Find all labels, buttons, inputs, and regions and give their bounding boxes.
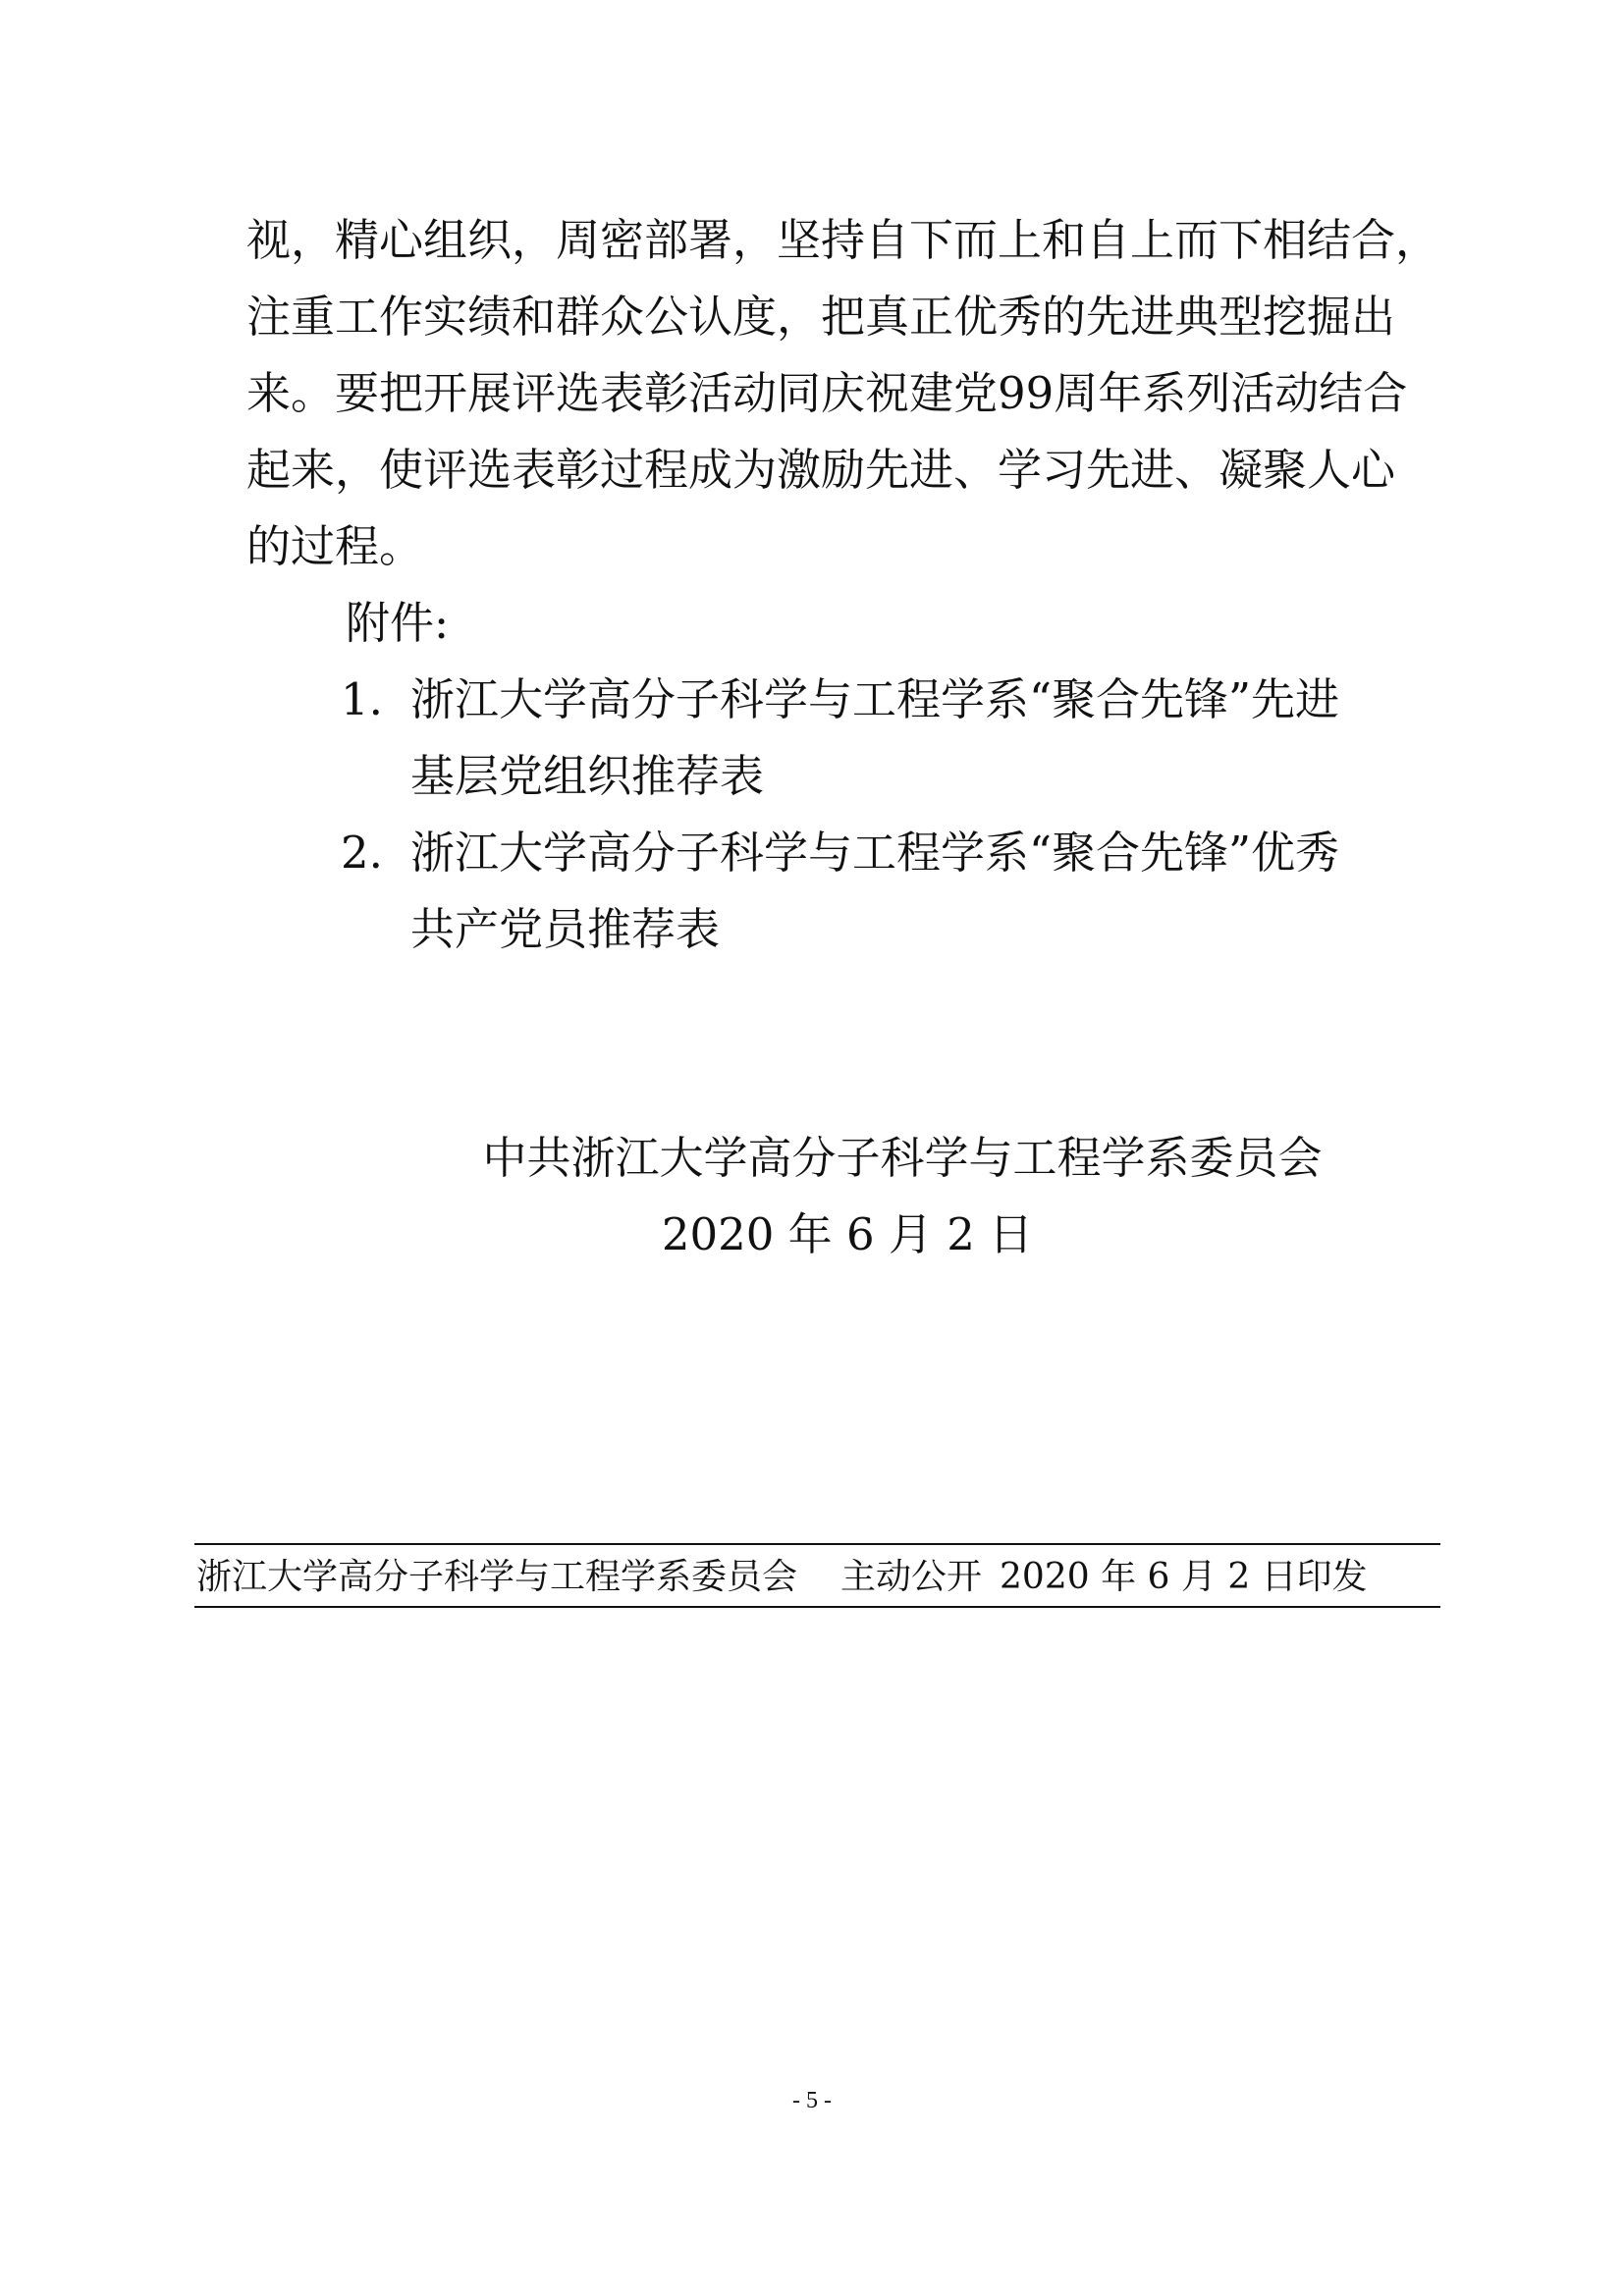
footer-bottom-rule — [194, 1606, 1440, 1608]
attachment-number: 1. — [341, 673, 383, 725]
attachment-title-line: 基层党组织推荐表 — [410, 750, 765, 802]
attachment-number: 2. — [341, 827, 383, 879]
body-text-line-4: 起来，使评选表彰过程成为激励先进、学习先进、凝聚人心 — [246, 444, 1396, 496]
attachments-label: 附件: — [346, 597, 450, 649]
attachment-title-line: 浙江大学高分子科学与工程学系“聚合先锋”优秀 — [410, 827, 1340, 879]
body-text-line-1: 视，精心组织，周密部署，坚持自下而上和自上而下相结合， — [246, 214, 1440, 266]
body-text-line-3: 来。要把开展评选表彰活动同庆祝建党99周年系列活动结合 — [246, 367, 1408, 419]
body-text-line-5: 的过程。 — [246, 520, 424, 572]
signature-date: 2020 年 6 月 2 日 — [661, 1208, 1034, 1260]
footer-top-rule — [194, 1543, 1440, 1545]
footer-issue-date: 2020 年 6 月 2 日印发 — [1000, 1557, 1368, 1597]
footer-issue-info — [196, 1558, 1368, 1597]
attachment-title-line: 浙江大学高分子科学与工程学系“聚合先锋”先进 — [410, 673, 1340, 725]
footer-issuer: 浙江大学高分子科学与工程学系委员会 — [196, 1557, 798, 1597]
signature-organization: 中共浙江大学高分子科学与工程学系委员会 — [482, 1132, 1323, 1184]
attachment-title-line: 共产党员推荐表 — [410, 903, 721, 955]
body-text-line-2: 注重工作实绩和群众公认度，把真正优秀的先进典型挖掘出 — [246, 291, 1396, 343]
footer-disclosure: 主动公开 — [840, 1557, 983, 1597]
page-number: - 5 - — [792, 2088, 832, 2113]
